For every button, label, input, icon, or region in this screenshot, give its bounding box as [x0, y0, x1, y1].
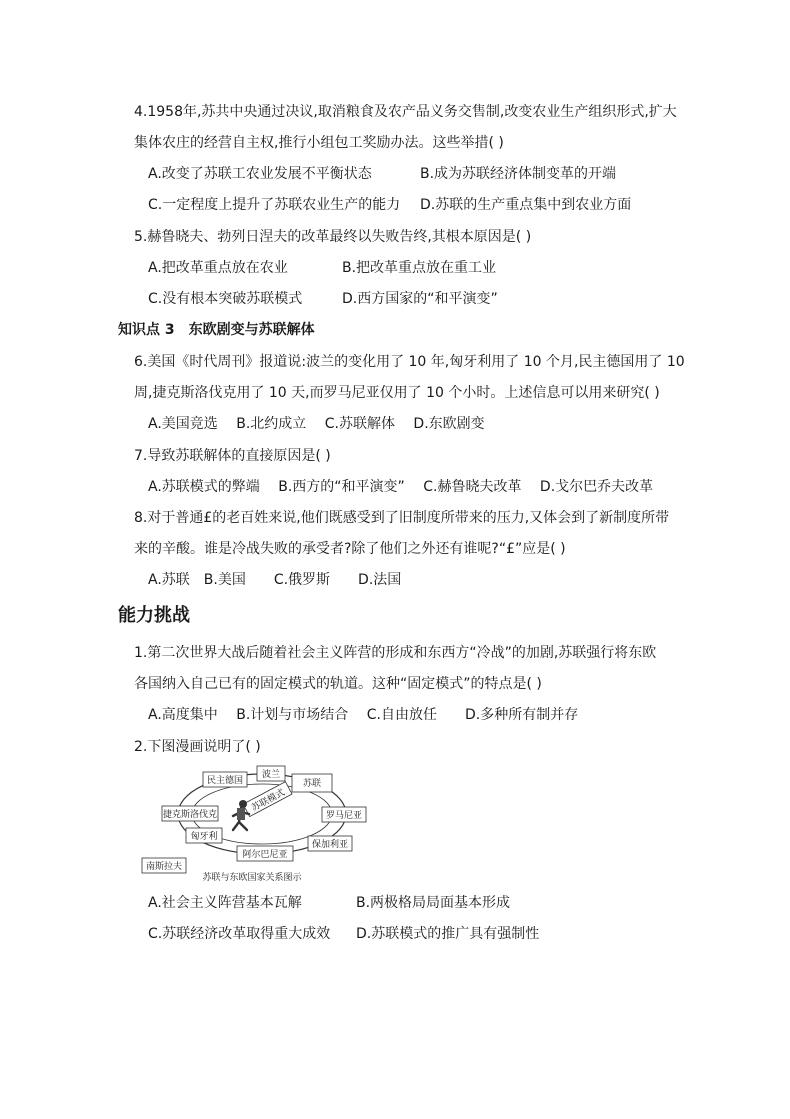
svg-text:民主德国: 民主德国	[206, 776, 244, 786]
c2-option-a[interactable]: A.社会主义阵营基本瓦解	[148, 895, 302, 911]
q5-stem: 5.赫鲁晓夫、勃列日涅夫的改革最终以失败告终,其根本原因是( )	[134, 229, 532, 245]
q6-options[interactable]: A.美国竞选 B.北约成立 C.苏联解体 D.东欧剧变	[148, 416, 485, 432]
ability-challenge-title: 能力挑战	[118, 605, 190, 626]
track-label: 苏联模式	[250, 788, 287, 814]
c2-stem: 2.下图漫画说明了( )	[134, 739, 261, 755]
q8-stem-line1: 8.对于普通£的老百姓来说,他们既感受到了旧制度所带来的压力,又体会到了新制度所带	[134, 510, 670, 526]
c2-option-b[interactable]: B.两极格局局面基本形成	[356, 895, 511, 911]
country-ddr	[203, 772, 247, 787]
section-heading-knowledge-point-3: 知识点 3 东欧剧变与苏联解体	[118, 322, 315, 338]
country-albania	[237, 846, 293, 861]
country-czechoslovakia	[162, 806, 218, 821]
q5-option-c[interactable]: C.没有根本突破苏联模式	[148, 291, 303, 307]
q6-stem-line2: 周,捷克斯洛伐克用了 10 天,而罗马尼亚仅用了 10 个小时。上述信息可以用来研究( )	[134, 385, 660, 401]
c2-option-d[interactable]: D.苏联模式的推广具有强制性	[356, 926, 540, 942]
q7-options[interactable]: A.苏联模式的弊端 B.西方的“和平演变” C.赫鲁晓夫改革 D.戈尔巴乔夫改革	[148, 479, 654, 495]
svg-text:罗马尼亚: 罗马尼亚	[325, 811, 363, 821]
country-hungary	[186, 828, 222, 843]
q5-option-d[interactable]: D.西方国家的“和平演变”	[342, 291, 498, 307]
q4-option-c[interactable]: C.一定程度上提升了苏联农业生产的能力	[148, 197, 401, 213]
q7-stem: 7.导致苏联解体的直接原因是( )	[134, 448, 331, 464]
country-ussr	[292, 774, 332, 792]
diagram-caption: 苏联与东欧国家关系图示	[202, 873, 302, 883]
svg-text:苏联: 苏联	[302, 779, 322, 789]
q4-stem-line2: 集体农庄的经营自主权,推行小组包工奖励办法。这些举措( )	[134, 135, 504, 151]
c1-stem-line1: 1.第二次世界大战后随着社会主义阵营的形成和东西方“冷战”的加剧,苏联强行将东欧	[134, 645, 657, 661]
q4-option-d[interactable]: D.苏联的生产重点集中到农业方面	[420, 197, 632, 213]
svg-text:捷克斯洛伐克: 捷克斯洛伐克	[162, 810, 218, 820]
svg-text:保加利亚: 保加利亚	[311, 840, 349, 850]
q8-stem-line2: 来的辛酸。谁是冷战失败的承受者?除了他们之外还有谁呢?“£”应是( )	[134, 541, 566, 557]
svg-text:南斯拉夫: 南斯拉夫	[145, 862, 183, 872]
q4-option-a[interactable]: A.改变了苏联工农业发展不平衡状态	[148, 166, 372, 182]
country-poland	[257, 766, 285, 781]
q5-option-b[interactable]: B.把改革重点放在重工业	[342, 260, 497, 276]
q5-option-a[interactable]: A.把改革重点放在农业	[148, 260, 288, 276]
q6-stem-line1: 6.美国《时代周刊》报道说:波兰的变化用了 10 年,匈牙利用了 10 个月,民主德国用了 10	[134, 354, 685, 370]
c1-options[interactable]: A.高度集中 B.计划与市场结合 C.自由放任 D.多种所有制并存	[148, 707, 579, 723]
c2-option-c[interactable]: C.苏联经济改革取得重大成效	[148, 926, 331, 942]
q4-option-b[interactable]: B.成为苏联经济体制变革的开端	[420, 166, 617, 182]
q8-options[interactable]: A.苏联 B.美国 C.俄罗斯 D.法国	[148, 572, 402, 588]
country-bulgaria	[308, 836, 352, 851]
svg-text:匈牙利: 匈牙利	[190, 832, 218, 842]
svg-text:阿尔巴尼亚: 阿尔巴尼亚	[242, 850, 288, 860]
country-romania	[322, 807, 366, 822]
svg-text:波兰: 波兰	[261, 770, 281, 780]
c1-stem-line2: 各国纳入自己已有的固定模式的轨道。这种“固定模式”的特点是( )	[134, 676, 542, 692]
country-yugoslavia	[142, 858, 186, 873]
soviet-eastern-europe-diagram	[140, 762, 380, 884]
running-person-icon	[233, 800, 249, 830]
q4-stem-line1: 4.1958年,苏共中央通过决议,取消粮食及农产品义务交售制,改变农业生产组织形式,扩大	[134, 104, 677, 120]
